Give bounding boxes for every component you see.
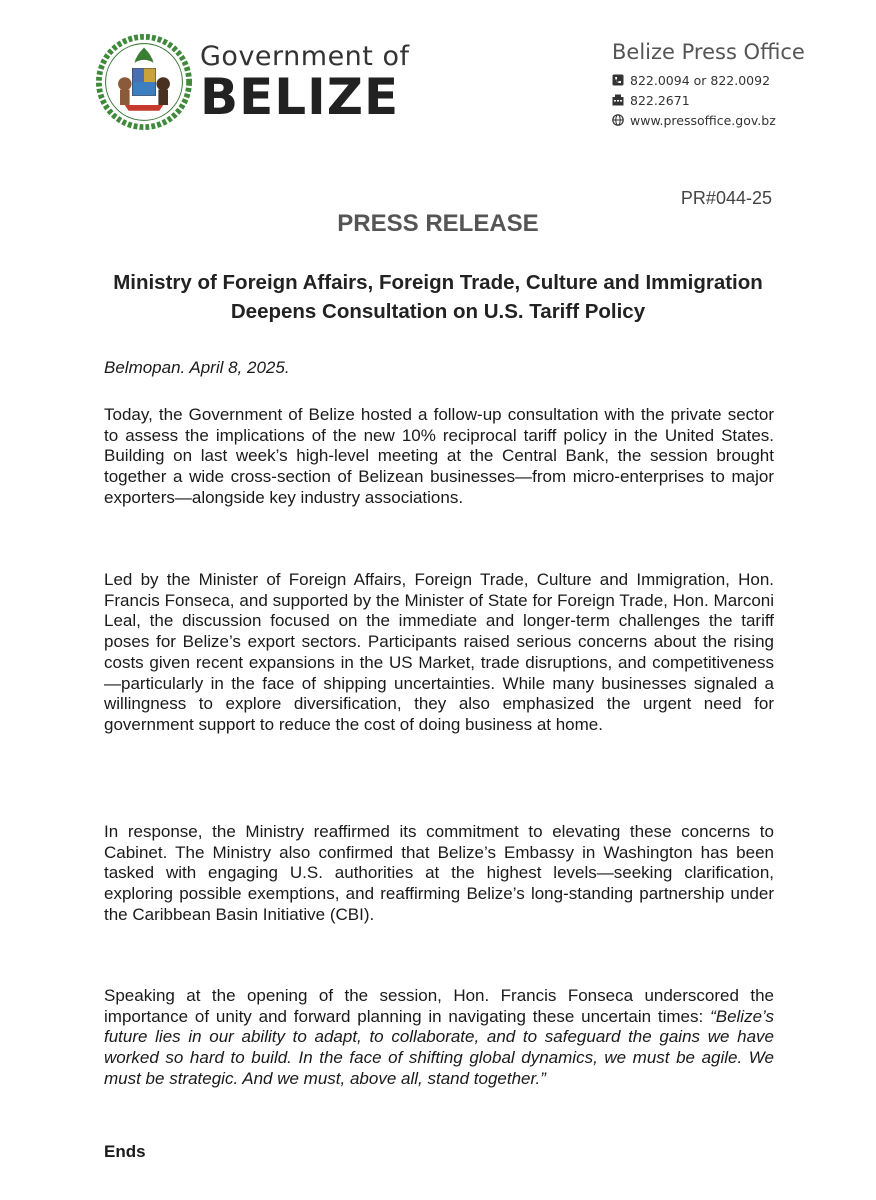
belize-wordmark: BELIZE (200, 68, 400, 126)
headline: Ministry of Foreign Affairs, Foreign Trade, Culture and Immigration Deepens Consultation on U.S. Tariff Policy (113, 271, 763, 323)
government-of-label: Government of (200, 41, 410, 72)
belize-coat-of-arms-icon (96, 34, 192, 130)
press-office-contact (612, 40, 805, 130)
paragraph-4-lead: Speaking at the opening of the session, Hon. Francis Fonseca underscored the importance of unity and forward planning in navigating these uncertain times: (104, 986, 774, 1026)
fax-icon (612, 94, 624, 106)
press-release-number: PR#044-25 (680, 188, 772, 208)
phone-number: 822.0094 or 822.0092 (630, 72, 771, 88)
fonseca-quote: “Belize’s future lies in our ability to adapt, to collaborate, and to safeguard the gains we have worked so hard to build. In the face of shifting global dynamics, we must be agile. We must be strategic. And we must, above all, stand together.” (104, 1006, 774, 1088)
body-paragraph-1: Today, the Government of Belize hosted a follow-up consultation with the private sector to assess the implications of the new 10% reciprocal tariff policy in the United States. Building on last week’s high-level meeting at the Central Bank, the session brought together a wide cross-section of Belizean businesses—from micro-enterprises to major exporters—alongside key industry associations. (104, 405, 774, 507)
globe-icon (612, 114, 624, 126)
ends-marker: Ends (104, 1142, 146, 1161)
dateline: Belmopan. April 8, 2025. (104, 358, 290, 377)
header-branding (96, 34, 410, 130)
press-release-label: PRESS RELEASE (337, 210, 539, 237)
body-paragraph-2: Led by the Minister of Foreign Affairs, Foreign Trade, Culture and Immigration, Hon. Francis Fonseca, and supported by the Minister of State for Foreign Trade, Hon. Marconi Leal, the discussion focused on the immediate and longer-term challenges the tariff poses for Belize’s export sectors. Participants raised serious concerns about the rising costs given recent expansions in the US Market, trade disruptions, and competitiveness—particularly in the face of shipping uncertainties. While many businesses signaled a willingness to explore diversification, they also emphasized the urgent need for government support to reduce the cost of doing business at home. (104, 570, 774, 734)
phone-icon (612, 74, 624, 86)
press-office-title: Belize Press Office (612, 40, 805, 64)
body-paragraph-4 (104, 986, 774, 1090)
website-link[interactable]: www.pressoffice.gov.bz (630, 112, 776, 128)
fax-number: 822.2671 (630, 92, 690, 108)
phone-row (612, 70, 805, 90)
website-row (612, 110, 805, 130)
body-paragraph-3: In response, the Ministry reaffirmed its commitment to elevating these concerns to Cabinet. The Ministry also confirmed that Belize’s Embassy in Washington has been tasked with engaging U.S. authorities at the highest levels—seeking clarification, exploring possible exemptions, and reaffirming Belize’s long-standing partnership under the Caribbean Basin Initiative (CBI). (104, 822, 774, 924)
fax-row (612, 90, 805, 110)
